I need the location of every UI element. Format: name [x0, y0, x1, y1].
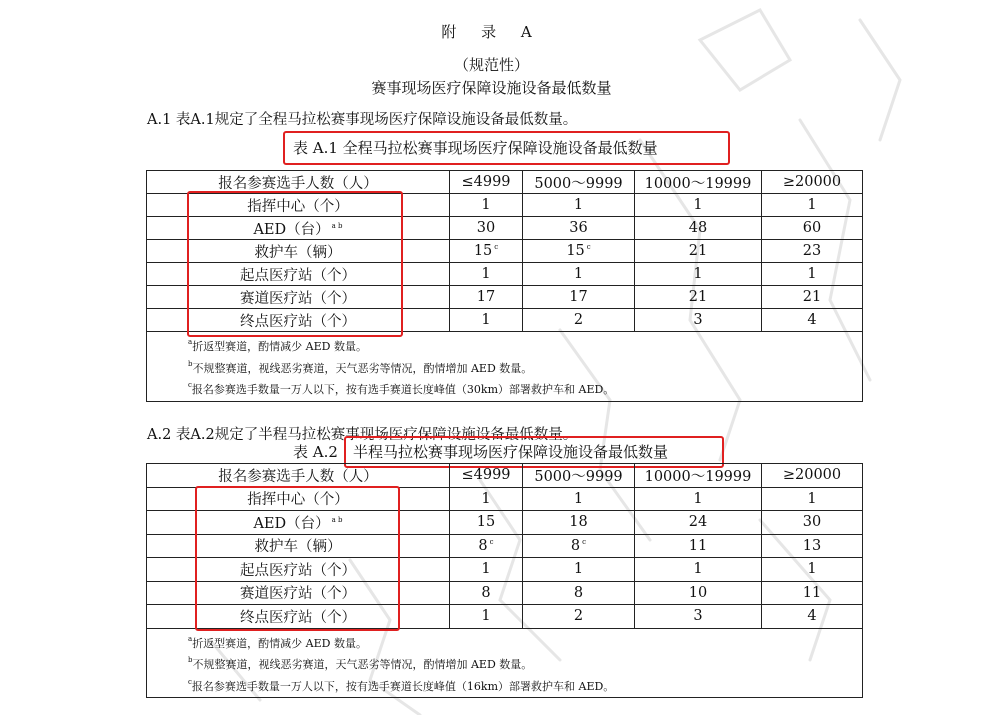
header-cell: ≥20000	[762, 171, 863, 194]
value-cell: 2	[523, 309, 635, 332]
section-a1-paragraph: A.1 表A.1规定了全程马拉松赛事现场医疗保障设施设备最低数量。	[147, 112, 578, 128]
value-cell: 36	[523, 217, 635, 240]
row-label: AED（台） $^{a b}$	[147, 511, 450, 535]
value-cell: 1	[450, 487, 523, 511]
header-cell: 5000～9999	[523, 464, 635, 488]
header-cell: ≤4999	[450, 171, 523, 194]
header-cell: ≥20000	[762, 464, 863, 488]
header-cell: 10000～19999	[635, 171, 762, 194]
value-cell: 1	[635, 558, 762, 582]
footnote-marker: c	[586, 243, 591, 251]
value-cell: 10	[635, 581, 762, 605]
footnote-marker: c	[582, 537, 587, 546]
value-cell: 3	[635, 309, 762, 332]
value-cell: 30	[450, 217, 523, 240]
normative-label: （规范性）	[453, 56, 529, 74]
value-cell: 1	[523, 194, 635, 217]
footnote-marker: a b	[331, 515, 343, 524]
header-cell: ≤4999	[450, 464, 523, 488]
row-label: 赛道医疗站（个）	[147, 286, 450, 309]
value-cell: 1	[523, 487, 635, 511]
row-label: 起点医疗站（个）	[147, 558, 450, 582]
value-cell: 2	[523, 605, 635, 629]
row-label: 起点医疗站（个）	[147, 263, 450, 286]
row-label: 指挥中心（个）	[147, 487, 450, 511]
table-notes	[147, 332, 863, 402]
table-a2-caption-prefix: 表 A.2	[293, 443, 338, 461]
value-cell: 1	[450, 309, 523, 332]
table-notes	[147, 628, 863, 698]
row-label: AED（台） $^{a b}$	[147, 217, 450, 240]
value-cell: 15 $^c$	[450, 240, 523, 263]
footnote: $^c$报名参赛选手数量一万人以下，按有选手赛道长度峰值（30km）部署救护车和 AED。	[188, 381, 615, 396]
row-label: 终点医疗站（个）	[147, 309, 450, 332]
row-label: 终点医疗站（个）	[147, 605, 450, 629]
table-a1-caption: 表 A.1 全程马拉松赛事现场医疗保障设施设备最低数量	[293, 139, 658, 157]
value-cell: 1	[635, 487, 762, 511]
appendix-title: 附 录 A	[441, 23, 542, 41]
value-cell: 1	[762, 263, 863, 286]
value-cell: 4	[762, 309, 863, 332]
header-cell: 5000～9999	[523, 171, 635, 194]
value-cell: 1	[450, 263, 523, 286]
value-cell: 48	[635, 217, 762, 240]
table-header-row	[147, 464, 863, 488]
value-cell: 1	[762, 194, 863, 217]
footnote-marker: c	[489, 537, 494, 546]
row-label: 救护车（辆）	[147, 534, 450, 558]
footnote: $^b$不规整赛道，视线恶劣赛道，天气恶劣等情况，酌情增加 AED 数量。	[188, 656, 533, 671]
appendix-subtitle: 赛事现场医疗保障设施设备最低数量	[371, 79, 612, 97]
value-cell: 1	[635, 194, 762, 217]
value-cell: 60	[762, 217, 863, 240]
value-cell: 24	[635, 511, 762, 535]
row-label: 指挥中心（个）	[147, 194, 450, 217]
value-cell: 13	[762, 534, 863, 558]
table-a2-caption-title: 半程马拉松赛事现场医疗保障设施设备最低数量	[353, 443, 669, 461]
value-cell: 1	[450, 558, 523, 582]
value-cell: 15	[450, 511, 523, 535]
value-cell: 1	[450, 605, 523, 629]
value-cell: 1	[762, 558, 863, 582]
footnote: $^b$不规整赛道，视线恶劣赛道，天气恶劣等情况，酌情增加 AED 数量。	[188, 359, 533, 375]
value-cell: 17	[523, 286, 635, 309]
value-cell: 23	[762, 240, 863, 263]
value-cell: 8	[450, 581, 523, 605]
value-cell: 1	[762, 487, 863, 511]
footnote: $^c$报名参赛选手数量一万人以下，按有选手赛道长度峰值（16km）部署救护车和 AED。	[188, 677, 615, 693]
value-cell: 3	[635, 605, 762, 629]
value-cell: 8 $^c$	[450, 534, 523, 558]
value-cell: 1	[635, 263, 762, 286]
value-cell: 1	[523, 263, 635, 286]
value-cell: 15 $^c$	[523, 240, 635, 263]
footnote: $^a$折返型赛道，酌情减少 AED 数量。	[188, 338, 367, 353]
header-cell: 报名参赛选手人数（人）	[147, 464, 450, 488]
value-cell: 8 $^c$	[523, 534, 635, 558]
value-cell: 18	[523, 511, 635, 535]
value-cell: 21	[635, 286, 762, 309]
value-cell: 4	[762, 605, 863, 629]
row-labels-highlight-box	[195, 486, 400, 631]
footnote-marker: c	[494, 243, 499, 251]
value-cell: 17	[450, 286, 523, 309]
value-cell: 11	[762, 581, 863, 605]
row-label: 救护车（辆）	[147, 240, 450, 263]
section-a2-paragraph: A.2 表A.2规定了半程马拉松赛事现场医疗保障设施设备最低数量。	[147, 427, 578, 443]
header-cell: 10000～19999	[635, 464, 762, 488]
footnote-marker: a b	[331, 221, 343, 230]
value-cell: 8	[523, 581, 635, 605]
value-cell: 1	[523, 558, 635, 582]
value-cell: 21	[635, 240, 762, 263]
footnote: $^a$折返型赛道，酌情减少 AED 数量。	[188, 634, 367, 650]
table-notes-row	[147, 332, 863, 402]
row-labels-highlight-box	[187, 191, 403, 337]
caption-highlight-box	[283, 131, 730, 165]
value-cell: 1	[450, 194, 523, 217]
value-cell: 11	[635, 534, 762, 558]
value-cell: 21	[762, 286, 863, 309]
table-notes-row	[147, 628, 863, 698]
header-cell: 报名参赛选手人数（人）	[147, 171, 450, 194]
row-label: 赛道医疗站（个）	[147, 581, 450, 605]
value-cell: 30	[762, 511, 863, 535]
